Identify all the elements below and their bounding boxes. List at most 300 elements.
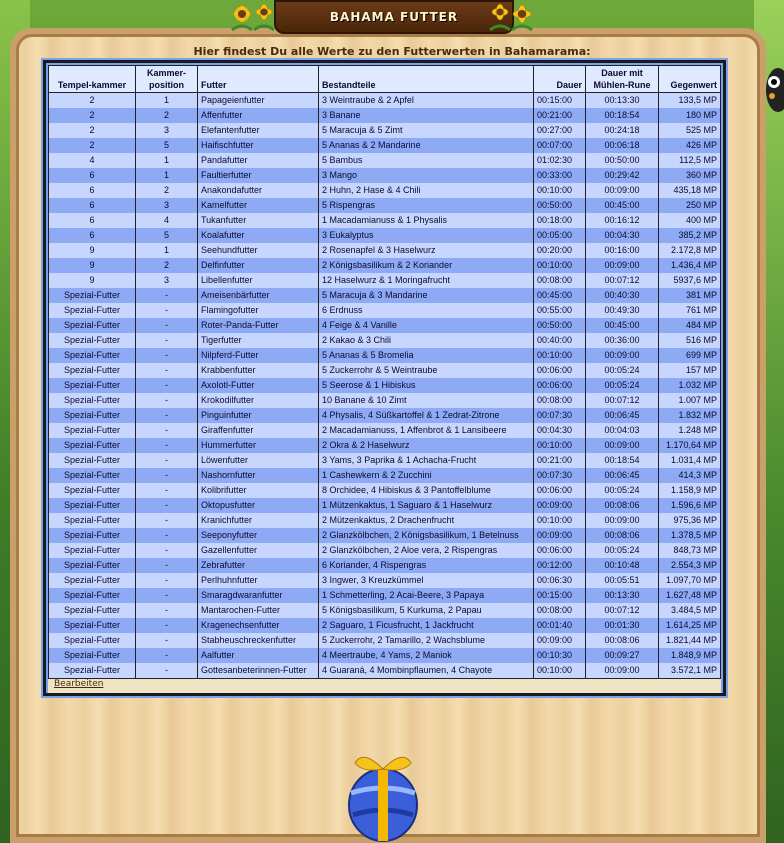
cell-kammer: -: [136, 303, 198, 318]
cell-muehle: 00:05:24: [586, 378, 659, 393]
table-row: [49, 453, 721, 468]
cell-tempel: Spezial-Futter: [49, 528, 136, 543]
cell-futter: Kranichfutter: [198, 513, 319, 528]
table-row: [49, 498, 721, 513]
cell-futter: Gazellenfutter: [198, 543, 319, 558]
cell-tempel: Spezial-Futter: [49, 288, 136, 303]
cell-gegenwert: 133,5 MP: [659, 93, 721, 109]
table-row: [49, 273, 721, 288]
cell-tempel: Spezial-Futter: [49, 513, 136, 528]
cell-kammer: -: [136, 423, 198, 438]
cell-futter: Tigerfutter: [198, 333, 319, 348]
cell-bestandteile: 1 Mützenkaktus, 1 Saguaro & 1 Haselwurz: [319, 498, 534, 513]
cell-muehle: 00:04:03: [586, 423, 659, 438]
cell-bestandteile: 5 Maracuja & 5 Zimt: [319, 123, 534, 138]
edit-row: [48, 678, 721, 693]
cell-tempel: Spezial-Futter: [49, 603, 136, 618]
cell-bestandteile: 8 Orchidee, 4 Hibiskus & 3 Pantoffelblume: [319, 483, 534, 498]
cell-bestandteile: 2 Saguaro, 1 Ficusfrucht, 1 Jackfrucht: [319, 618, 534, 633]
title-banner: [274, 0, 514, 34]
cell-gegenwert: 180 MP: [659, 108, 721, 123]
cell-muehle: 00:40:30: [586, 288, 659, 303]
cell-kammer: -: [136, 528, 198, 543]
cell-kammer: -: [136, 618, 198, 633]
cell-kammer: -: [136, 573, 198, 588]
header-dauer-muehlen-rune: Dauer mit Mühlen-Rune: [586, 66, 659, 93]
cell-tempel: 9: [49, 258, 136, 273]
cell-dauer: 00:05:00: [534, 228, 586, 243]
cell-tempel: 6: [49, 228, 136, 243]
page-title: BAHAMA FUTTER: [329, 10, 459, 24]
table-row: [49, 138, 721, 153]
table-row: [49, 153, 721, 168]
cell-tempel: Spezial-Futter: [49, 348, 136, 363]
cell-futter: Anakondafutter: [198, 183, 319, 198]
cell-gegenwert: 385,2 MP: [659, 228, 721, 243]
cell-gegenwert: 2.172,8 MP: [659, 243, 721, 258]
table-row: [49, 558, 721, 573]
table-row: [49, 483, 721, 498]
cell-dauer: 00:27:00: [534, 123, 586, 138]
cell-dauer: 00:06:00: [534, 483, 586, 498]
table-row: [49, 408, 721, 423]
cell-tempel: 2: [49, 138, 136, 153]
cell-muehle: 00:36:00: [586, 333, 659, 348]
cell-muehle: 00:09:00: [586, 258, 659, 273]
table-row: [49, 258, 721, 273]
table-row: [49, 618, 721, 633]
cell-futter: Zebrafutter: [198, 558, 319, 573]
cell-muehle: 00:05:24: [586, 543, 659, 558]
cell-muehle: 00:45:00: [586, 198, 659, 213]
table-row: [49, 183, 721, 198]
table-row: [49, 198, 721, 213]
table-row: [49, 363, 721, 378]
cell-tempel: 2: [49, 93, 136, 109]
cell-dauer: 00:40:00: [534, 333, 586, 348]
cell-tempel: Spezial-Futter: [49, 573, 136, 588]
table-row: [49, 438, 721, 453]
cell-kammer: 1: [136, 153, 198, 168]
cell-bestandteile: 3 Yams, 3 Paprika & 1 Achacha-Frucht: [319, 453, 534, 468]
cell-bestandteile: 4 Physalis, 4 Süßkartoffel & 1 Zedrat-Zitrone: [319, 408, 534, 423]
cell-kammer: -: [136, 588, 198, 603]
cell-gegenwert: 3.572,1 MP: [659, 663, 721, 678]
cell-futter: Libellenfutter: [198, 273, 319, 288]
cell-futter: Kragenechsenfutter: [198, 618, 319, 633]
cell-bestandteile: 5 Maracuja & 3 Mandarine: [319, 288, 534, 303]
table-row: [49, 93, 721, 109]
cell-kammer: 1: [136, 93, 198, 109]
cell-futter: Perlhuhnfutter: [198, 573, 319, 588]
cell-gegenwert: 975,36 MP: [659, 513, 721, 528]
cell-kammer: -: [136, 663, 198, 678]
cell-dauer: 00:07:30: [534, 468, 586, 483]
cell-kammer: -: [136, 483, 198, 498]
cell-gegenwert: 1.097,70 MP: [659, 573, 721, 588]
cell-muehle: 00:09:27: [586, 648, 659, 663]
cell-futter: Axolotl-Futter: [198, 378, 319, 393]
cell-muehle: 00:09:00: [586, 438, 659, 453]
cell-futter: Aalfutter: [198, 648, 319, 663]
cell-tempel: Spezial-Futter: [49, 318, 136, 333]
cell-kammer: -: [136, 318, 198, 333]
cell-futter: Löwenfutter: [198, 453, 319, 468]
cell-muehle: 00:07:12: [586, 393, 659, 408]
cell-kammer: -: [136, 513, 198, 528]
futter-table-container: [43, 60, 726, 696]
cell-gegenwert: 2.554,3 MP: [659, 558, 721, 573]
cell-gegenwert: 157 MP: [659, 363, 721, 378]
cell-dauer: 00:10:00: [534, 513, 586, 528]
cell-dauer: 00:07:00: [534, 138, 586, 153]
cell-futter: Stabheuschreckenfutter: [198, 633, 319, 648]
cell-kammer: -: [136, 378, 198, 393]
cell-muehle: 00:45:00: [586, 318, 659, 333]
cell-dauer: 00:18:00: [534, 213, 586, 228]
cell-futter: Kamelfutter: [198, 198, 319, 213]
cell-futter: Delfinfutter: [198, 258, 319, 273]
cell-gegenwert: 426 MP: [659, 138, 721, 153]
cell-tempel: 6: [49, 183, 136, 198]
cell-muehle: 00:08:06: [586, 498, 659, 513]
cell-bestandteile: 12 Haselwurz & 1 Moringafrucht: [319, 273, 534, 288]
cell-futter: Mantarochen-Futter: [198, 603, 319, 618]
cell-kammer: -: [136, 543, 198, 558]
cell-bestandteile: 1 Schmetterling, 2 Acai-Beere, 3 Papaya: [319, 588, 534, 603]
cell-tempel: Spezial-Futter: [49, 393, 136, 408]
cell-bestandteile: 1 Cashewkern & 2 Zucchini: [319, 468, 534, 483]
cell-bestandteile: 5 Zuckerrohr & 5 Weintraube: [319, 363, 534, 378]
cell-kammer: 5: [136, 228, 198, 243]
cell-futter: Krokodilfutter: [198, 393, 319, 408]
cell-futter: Koalafutter: [198, 228, 319, 243]
cell-dauer: 00:12:00: [534, 558, 586, 573]
table-row: [49, 213, 721, 228]
cell-dauer: 00:10:00: [534, 663, 586, 678]
header-dauer: Dauer: [534, 66, 586, 93]
cell-futter: Smaragdwaranfutter: [198, 588, 319, 603]
table-header-row: [49, 66, 721, 93]
cell-tempel: Spezial-Futter: [49, 453, 136, 468]
header-kammerposition: Kammer-position: [136, 66, 198, 93]
cell-bestandteile: 3 Weintraube & 2 Apfel: [319, 93, 534, 109]
cell-dauer: 00:50:00: [534, 198, 586, 213]
table-row: [49, 588, 721, 603]
cell-tempel: Spezial-Futter: [49, 588, 136, 603]
cell-muehle: 00:10:48: [586, 558, 659, 573]
cell-bestandteile: 5 Ananas & 5 Bromelia: [319, 348, 534, 363]
cell-futter: Nashornfutter: [198, 468, 319, 483]
cell-muehle: 00:08:06: [586, 633, 659, 648]
cell-gegenwert: 381 MP: [659, 288, 721, 303]
cell-tempel: 6: [49, 168, 136, 183]
cell-gegenwert: 484 MP: [659, 318, 721, 333]
cell-muehle: 00:16:12: [586, 213, 659, 228]
cell-dauer: 00:09:00: [534, 528, 586, 543]
cell-dauer: 00:06:00: [534, 378, 586, 393]
cell-dauer: 00:50:00: [534, 318, 586, 333]
cell-kammer: -: [136, 633, 198, 648]
cell-tempel: 2: [49, 123, 136, 138]
cell-gegenwert: 1.821,44 MP: [659, 633, 721, 648]
cell-tempel: Spezial-Futter: [49, 378, 136, 393]
cell-tempel: Spezial-Futter: [49, 438, 136, 453]
cell-gegenwert: 1.031,4 MP: [659, 453, 721, 468]
cell-bestandteile: 3 Ingwer, 3 Kreuzkümmel: [319, 573, 534, 588]
cell-dauer: 00:15:00: [534, 588, 586, 603]
cell-gegenwert: 400 MP: [659, 213, 721, 228]
cell-dauer: 00:21:00: [534, 108, 586, 123]
cell-tempel: Spezial-Futter: [49, 423, 136, 438]
cell-tempel: Spezial-Futter: [49, 618, 136, 633]
cell-futter: Seehundfutter: [198, 243, 319, 258]
cell-kammer: -: [136, 408, 198, 423]
cell-gegenwert: 3.484,5 MP: [659, 603, 721, 618]
cell-kammer: -: [136, 603, 198, 618]
cell-tempel: 4: [49, 153, 136, 168]
sunflower-icon: [228, 0, 278, 34]
table-row: [49, 243, 721, 258]
edit-link[interactable]: Bearbeiten: [54, 679, 104, 689]
header-tempelkammer: Tempel-kammer: [49, 66, 136, 93]
cell-muehle: 00:29:42: [586, 168, 659, 183]
cell-dauer: 00:20:00: [534, 243, 586, 258]
cell-tempel: Spezial-Futter: [49, 633, 136, 648]
table-row: [49, 288, 721, 303]
cell-muehle: 00:49:30: [586, 303, 659, 318]
cell-tempel: 6: [49, 198, 136, 213]
cell-futter: Krabbenfutter: [198, 363, 319, 378]
cell-dauer: 00:10:00: [534, 438, 586, 453]
table-row: [49, 648, 721, 663]
cell-kammer: 3: [136, 273, 198, 288]
cell-bestandteile: 4 Feige & 4 Vanille: [319, 318, 534, 333]
easter-egg-icon: [333, 743, 433, 843]
cell-gegenwert: 1.248 MP: [659, 423, 721, 438]
cell-muehle: 00:18:54: [586, 108, 659, 123]
cell-bestandteile: 2 Glanzkölbchen, 2 Königsbasilikum, 1 Betelnuss: [319, 528, 534, 543]
cell-futter: Flamingofutter: [198, 303, 319, 318]
cell-futter: Affenfutter: [198, 108, 319, 123]
cell-gegenwert: 1.848,9 MP: [659, 648, 721, 663]
cell-dauer: 00:08:00: [534, 393, 586, 408]
cell-kammer: 4: [136, 213, 198, 228]
cell-dauer: 00:09:00: [534, 498, 586, 513]
cell-muehle: 00:01:30: [586, 618, 659, 633]
cell-gegenwert: 848,73 MP: [659, 543, 721, 558]
cell-muehle: 00:18:54: [586, 453, 659, 468]
cell-dauer: 00:04:30: [534, 423, 586, 438]
cell-kammer: -: [136, 453, 198, 468]
cell-bestandteile: 5 Bambus: [319, 153, 534, 168]
cell-tempel: Spezial-Futter: [49, 303, 136, 318]
cell-kammer: 5: [136, 138, 198, 153]
table-row: [49, 528, 721, 543]
cell-dauer: 00:06:00: [534, 363, 586, 378]
cell-kammer: -: [136, 363, 198, 378]
cell-muehle: 00:07:12: [586, 603, 659, 618]
cell-gegenwert: 1.614,25 MP: [659, 618, 721, 633]
cell-dauer: 00:15:00: [534, 93, 586, 109]
cell-kammer: -: [136, 468, 198, 483]
cell-futter: Seeponyfutter: [198, 528, 319, 543]
cell-gegenwert: 1.158,9 MP: [659, 483, 721, 498]
cell-futter: Nilpferd-Futter: [198, 348, 319, 363]
header-gegenwert: Gegenwert: [659, 66, 721, 93]
cell-tempel: Spezial-Futter: [49, 498, 136, 513]
cell-dauer: 01:02:30: [534, 153, 586, 168]
cell-muehle: 00:08:06: [586, 528, 659, 543]
cell-dauer: 00:21:00: [534, 453, 586, 468]
cell-dauer: 00:08:00: [534, 603, 586, 618]
cell-futter: Tukanfutter: [198, 213, 319, 228]
table-row: [49, 303, 721, 318]
table-row: [49, 318, 721, 333]
cell-futter: Giraffenfutter: [198, 423, 319, 438]
cell-bestandteile: 2 Königsbasilikum & 2 Koriander: [319, 258, 534, 273]
cell-dauer: 00:55:00: [534, 303, 586, 318]
cell-gegenwert: 761 MP: [659, 303, 721, 318]
table-row: [49, 348, 721, 363]
cell-dauer: 00:33:00: [534, 168, 586, 183]
cell-muehle: 00:06:45: [586, 468, 659, 483]
cell-muehle: 00:05:24: [586, 363, 659, 378]
cell-kammer: -: [136, 288, 198, 303]
cell-tempel: Spezial-Futter: [49, 648, 136, 663]
cell-futter: Faultierfutter: [198, 168, 319, 183]
cell-muehle: 00:06:18: [586, 138, 659, 153]
cell-muehle: 00:07:12: [586, 273, 659, 288]
cell-gegenwert: 1.627,48 MP: [659, 588, 721, 603]
table-row: [49, 393, 721, 408]
cell-gegenwert: 1.170,64 MP: [659, 438, 721, 453]
cell-tempel: 9: [49, 273, 136, 288]
intro-heading: Hier findest Du alle Werte zu den Futterwerten in Bahamarama:: [193, 45, 591, 58]
cell-tempel: Spezial-Futter: [49, 543, 136, 558]
table-row: [49, 573, 721, 588]
cell-muehle: 00:09:00: [586, 348, 659, 363]
cell-kammer: 2: [136, 183, 198, 198]
cell-kammer: 2: [136, 258, 198, 273]
cell-muehle: 00:05:51: [586, 573, 659, 588]
cell-muehle: 00:50:00: [586, 153, 659, 168]
cell-dauer: 00:09:00: [534, 633, 586, 648]
table-row: [49, 168, 721, 183]
cell-bestandteile: 5 Rispengras: [319, 198, 534, 213]
cell-dauer: 00:45:00: [534, 288, 586, 303]
table-row: [49, 333, 721, 348]
cell-muehle: 00:24:18: [586, 123, 659, 138]
cell-gegenwert: 250 MP: [659, 198, 721, 213]
cell-futter: Gottesanbeterinnen-Futter: [198, 663, 319, 678]
cell-dauer: 00:10:00: [534, 258, 586, 273]
cell-tempel: Spezial-Futter: [49, 558, 136, 573]
cell-tempel: Spezial-Futter: [49, 408, 136, 423]
table-row: [49, 123, 721, 138]
cell-bestandteile: 2 Huhn, 2 Hase & 4 Chili: [319, 183, 534, 198]
cell-futter: Roter-Panda-Futter: [198, 318, 319, 333]
cell-futter: Elefantenfutter: [198, 123, 319, 138]
cell-kammer: -: [136, 348, 198, 363]
cell-bestandteile: 5 Seerose & 1 Hibiskus: [319, 378, 534, 393]
cell-bestandteile: 2 Mützenkaktus, 2 Drachenfrucht: [319, 513, 534, 528]
table-row: [49, 663, 721, 678]
cell-tempel: Spezial-Futter: [49, 333, 136, 348]
cell-kammer: 3: [136, 198, 198, 213]
cell-tempel: Spezial-Futter: [49, 483, 136, 498]
cell-bestandteile: 10 Banane & 10 Zimt: [319, 393, 534, 408]
cell-dauer: 00:06:30: [534, 573, 586, 588]
cell-gegenwert: 1.007 MP: [659, 393, 721, 408]
cell-tempel: 2: [49, 108, 136, 123]
table-row: [49, 543, 721, 558]
table-row: [49, 468, 721, 483]
cell-gegenwert: 1.378,5 MP: [659, 528, 721, 543]
cell-muehle: 00:13:30: [586, 588, 659, 603]
cell-gegenwert: 435,18 MP: [659, 183, 721, 198]
sunflower-icon: [486, 0, 536, 34]
cell-tempel: Spezial-Futter: [49, 663, 136, 678]
cell-futter: Ameisenbärfutter: [198, 288, 319, 303]
cell-muehle: 00:09:00: [586, 183, 659, 198]
cell-gegenwert: 360 MP: [659, 168, 721, 183]
table-row: [49, 108, 721, 123]
cell-kammer: 2: [136, 108, 198, 123]
cell-bestandteile: 1 Macadamianuss & 1 Physalis: [319, 213, 534, 228]
cell-futter: Kolibrifutter: [198, 483, 319, 498]
cell-muehle: 00:04:30: [586, 228, 659, 243]
cell-kammer: 3: [136, 123, 198, 138]
cell-bestandteile: 6 Koriander, 4 Rispengras: [319, 558, 534, 573]
penguin-icon: [762, 60, 784, 130]
cell-futter: Hummerfutter: [198, 438, 319, 453]
cell-kammer: -: [136, 393, 198, 408]
cell-gegenwert: 1.436,4 MP: [659, 258, 721, 273]
cell-dauer: 00:10:00: [534, 348, 586, 363]
cell-futter: Papageienfutter: [198, 93, 319, 109]
cell-tempel: Spezial-Futter: [49, 468, 136, 483]
cell-muehle: 00:16:00: [586, 243, 659, 258]
cell-muehle: 00:06:45: [586, 408, 659, 423]
cell-kammer: -: [136, 498, 198, 513]
cell-bestandteile: 4 Guaraná, 4 Mombinpflaumen, 4 Chayote: [319, 663, 534, 678]
cell-bestandteile: 5 Königsbasilikum, 5 Kurkuma, 2 Papau: [319, 603, 534, 618]
cell-gegenwert: 112,5 MP: [659, 153, 721, 168]
cell-dauer: 00:06:00: [534, 543, 586, 558]
cell-kammer: -: [136, 648, 198, 663]
cell-bestandteile: 2 Rosenapfel & 3 Haselwurz: [319, 243, 534, 258]
cell-tempel: 6: [49, 213, 136, 228]
cell-futter: Oktopusfutter: [198, 498, 319, 513]
cell-bestandteile: 5 Zuckerrohr, 2 Tamarillo, 2 Wachsblume: [319, 633, 534, 648]
cell-dauer: 00:08:00: [534, 273, 586, 288]
cell-bestandteile: 4 Meertraube, 4 Yams, 2 Maniok: [319, 648, 534, 663]
cell-futter: Pandafutter: [198, 153, 319, 168]
cell-muehle: 00:13:30: [586, 93, 659, 109]
cell-bestandteile: 3 Mango: [319, 168, 534, 183]
cell-bestandteile: 2 Kakao & 3 Chili: [319, 333, 534, 348]
cell-bestandteile: 2 Glanzkölbchen, 2 Aloe vera, 2 Rispengras: [319, 543, 534, 558]
cell-gegenwert: 1.596,6 MP: [659, 498, 721, 513]
cell-gegenwert: 5937,6 MP: [659, 273, 721, 288]
header-futter: Futter: [198, 66, 319, 93]
cell-futter: Pinguinfutter: [198, 408, 319, 423]
cell-gegenwert: 699 MP: [659, 348, 721, 363]
table-row: [49, 513, 721, 528]
cell-gegenwert: 1.032 MP: [659, 378, 721, 393]
cell-tempel: 9: [49, 243, 136, 258]
